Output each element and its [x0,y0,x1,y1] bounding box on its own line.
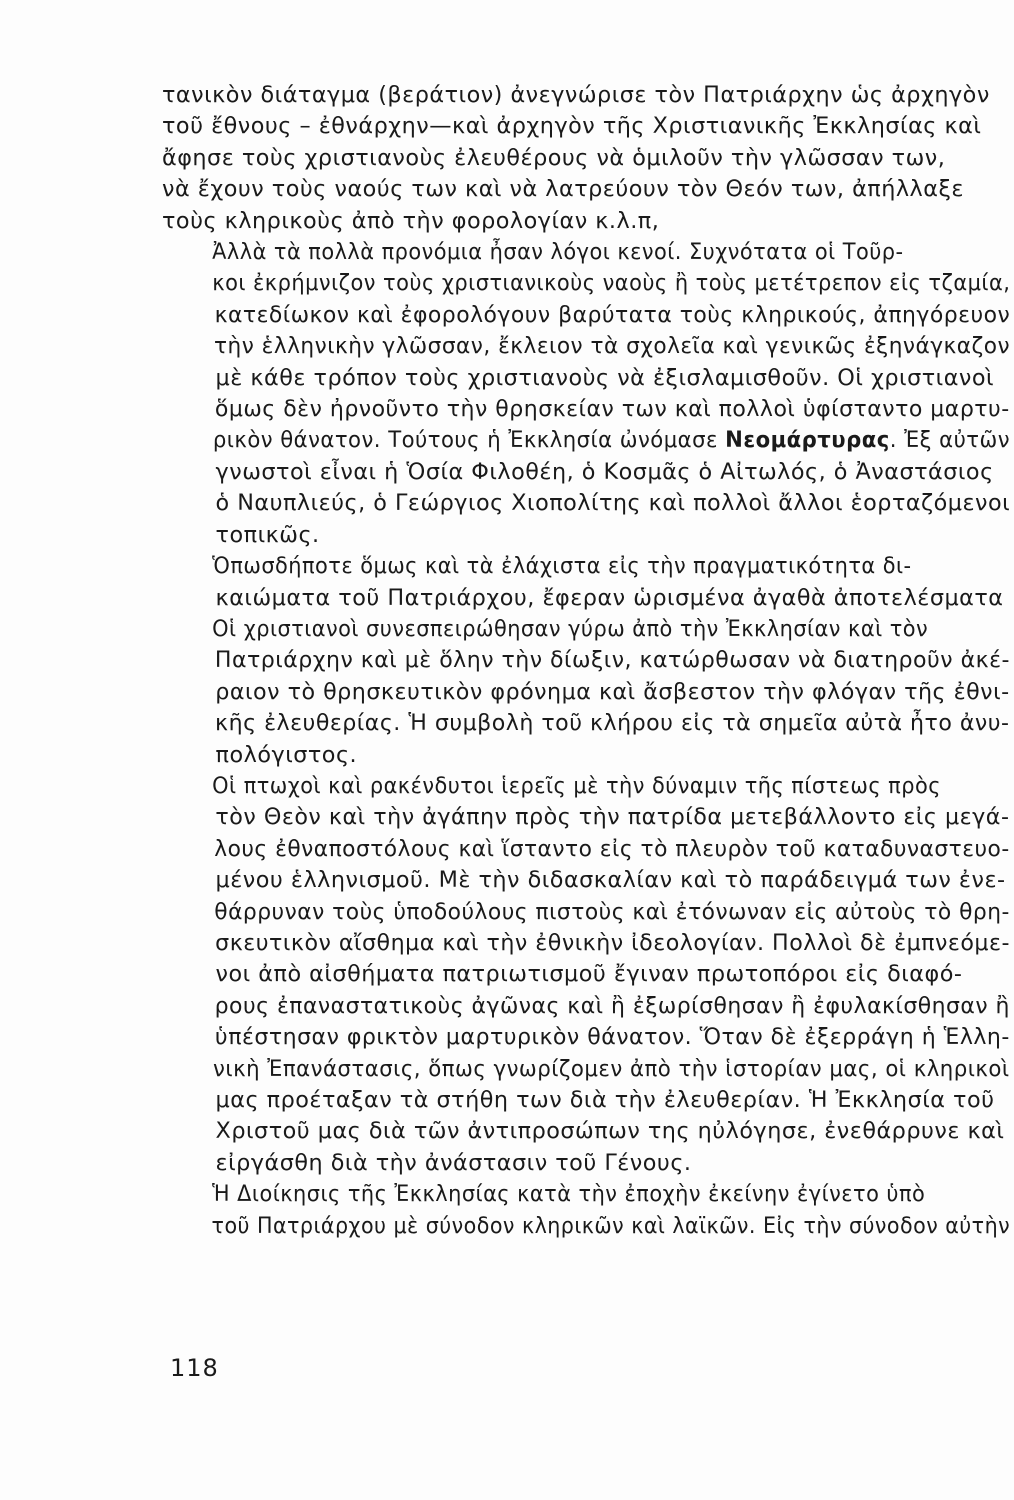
text-line: πολόγιστος. [215,741,358,768]
text-line: τοὺς κληρικοὺς ἀπὸ τὴν φορολογίαν κ.λ.π, [162,207,660,234]
text-line: Ὁπωσδήποτε ὅμως καὶ τὰ ἐλάχιστα εἰς τὴν πραγματικότητα δι- [212,553,912,580]
text-line: Πατριάρχην καὶ μὲ ὅλην τὴν δίωξιν, κατώρθωσαν νὰ διατηροῦν ἀκέ- [214,647,1010,674]
text-line: ραιον τὸ θρησκευτικὸν φρόνημα καὶ ἄσβεστον τὴν φλόγαν τῆς ἐθνι- [215,678,1010,705]
text-line-with-term [162,425,1011,456]
text-line: ρους ἐπαναστατικοὺς ἀγῶνας καὶ ἢ ἐξωρίσθησαν ἢ ἐφυλακίσθησαν ἢ [214,992,1010,1019]
text-line: τοῦ ἔθνους – ἐθνάρχην—καὶ ἀρχηγὸν τῆς Χριστιανικῆς Ἐκκλησίας καὶ [162,113,982,140]
text-line: μὲ κάθε τρόπον τοὺς χριστιανοὺς νὰ ἐξισλαμισθοῦν. Οἱ χριστιανοὶ [215,364,995,391]
line-end: . Ἐξ αὐτῶν [889,427,1011,454]
text-line: Ἀλλὰ τὰ πολλὰ προνόμια ἦσαν λόγοι κενοί. Συχνότατα οἱ Τοῦρ- [212,239,904,266]
text-line: ὑπέστησαν φρικτὸν μαρτυρικὸν θάνατον. Ὅταν δὲ ἐξερράγη ἡ Ἑλλη- [214,1024,1010,1051]
text-line: καιώματα τοῦ Πατριάρχου, ἔφεραν ὡρισμένα ἀγαθὰ ἀποτελέσματα [215,584,1004,611]
text-line: νοι ἀπὸ αἰσθήματα πατριωτισμοῦ ἔγιναν πρωτοπόροι εἰς διαφό- [215,961,963,988]
paragraph-1 [162,80,1014,237]
paragraph-4 [162,614,1014,771]
text-line: Χριστοῦ μας διὰ τῶν ἀντιπροσώπων της ηὐλόγησε, ἐνεθάρρυνε καὶ [215,1118,1005,1145]
text-line: κατεδίωκον καὶ ἐφορολόγουν βαρύτατα τοὺς κληρικούς, ἀπηγόρευον [214,301,1011,328]
paragraph-3 [162,551,1014,614]
line-start: ρικὸν θάνατον. Τούτους ἡ Ἐκκλησία ὠνόμασε [212,427,726,454]
text-line: μένου ἑλληνισμοῦ. Μὲ τὴν διδασκαλίαν καὶ τὸ παράδειγμά των ἐνε- [215,867,1006,894]
text-line: ὅμως δὲν ἠρνοῦντο τὴν θρησκείαν των καὶ πολλοὶ ὑφίσταντο μαρτυ- [214,396,1010,423]
paragraph-5 [162,771,1014,1179]
text-line: Οἱ πτωχοὶ καὶ ρακένδυτοι ἱερεῖς μὲ τὴν δύναμιν τῆς πίστεως πρὸς [212,772,941,799]
text-line: λους ἐθναποστόλους καὶ ἵσταντο εἰς τὸ πλευρὸν τοῦ καταδυναστευο- [214,835,1010,862]
text-line: κοι ἐκρήμνιζον τοὺς χριστιανικοὺς ναοὺς ἢ τοὺς μετέτρεπον εἰς τζαμία, [212,270,1011,297]
text-line: νὰ ἔχουν τοὺς ναούς των καὶ νὰ λατρεύουν τὸν Θεόν των, ἀπήλλαξε [162,176,964,203]
bold-term-neomartyras: Νεομάρτυρας [725,427,890,454]
text-line: τὴν ἑλληνικὴν γλῶσσαν, ἔκλειον τὰ σχολεῖα καὶ γενικῶς ἐξηνάγκαζον [213,333,1011,360]
text-line: εἰργάσθη διὰ τὴν ἀνάστασιν τοῦ Γένους. [215,1149,692,1176]
text-line: τανικὸν διάταγμα (βεράτιον) ἀνεγνώρισε τὸν Πατριάρχην ὡς ἀρχηγὸν [162,82,990,108]
text-line: ὁ Ναυπλιεύς, ὁ Γεώργιος Χιοπολίτης καὶ πολλοὶ ἄλλοι ἑορταζόμενοι [215,490,1011,517]
text-line: Οἱ χριστιανοὶ συνεσπειρώθησαν γύρω ἀπὸ τὴν Ἐκκλησίαν καὶ τὸν [212,615,929,642]
page-number: 118 [170,1354,219,1382]
text-line: γνωστοὶ εἶναι ἡ Ὁσία Φιλοθέη, ὁ Κοσμᾶς ὁ Αἰτωλός, ὁ Ἀναστάσιος [215,458,994,485]
text-line: τοῦ Πατριάρχου μὲ σύνοδον κληρικῶν καὶ λαϊκῶν. Εἰς τὴν σύνοδον αὐτὴν [211,1212,1011,1239]
paragraph-6 [162,1179,1014,1242]
text-line: θάρρυναν τοὺς ὑποδούλους πιστοὺς καὶ ἐτόνωναν εἰς αὐτοὺς τὸ θρη- [214,898,1010,925]
text-line: κῆς ἐλευθερίας. Ἡ συμβολὴ τοῦ κλήρου εἰς τὰ σημεῖα αὐτὰ ἦτο ἀνυ- [215,710,1010,737]
paragraph-2 [162,237,1014,551]
body-text [162,80,1014,1242]
text-line: τοπικῶς. [215,521,320,548]
text-line: τὸν Θεὸν καὶ τὴν ἀγάπην πρὸς τὴν πατρίδα μετεβάλλοντο εἰς μεγά- [215,804,1010,831]
text-line: ἄφησε τοὺς χριστιανοὺς ἐλευθέρους νὰ ὁμιλοῦν τὴν γλῶσσαν των, [162,144,946,171]
text-line: νικὴ Ἐπανάστασις, ὅπως γνωρίζομεν ἀπὸ τὴν ἱστορίαν μας, οἱ κληρικοὶ [213,1055,1010,1082]
text-line: μας προέταξαν τὰ στήθη των διὰ τὴν ἐλευθερίαν. Ἡ Ἐκκλησία τοῦ [215,1087,995,1113]
text-line: σκευτικὸν αἴσθημα καὶ τὴν ἐθνικὴν ἰδεολογίαν. Πολλοὶ δὲ ἐμπνεόμε- [215,929,1010,956]
text-line: Ἡ Διοίκησις τῆς Ἐκκλησίας κατὰ τὴν ἐποχὴν ἐκείνην ἐγίνετο ὑπὸ [212,1181,926,1208]
